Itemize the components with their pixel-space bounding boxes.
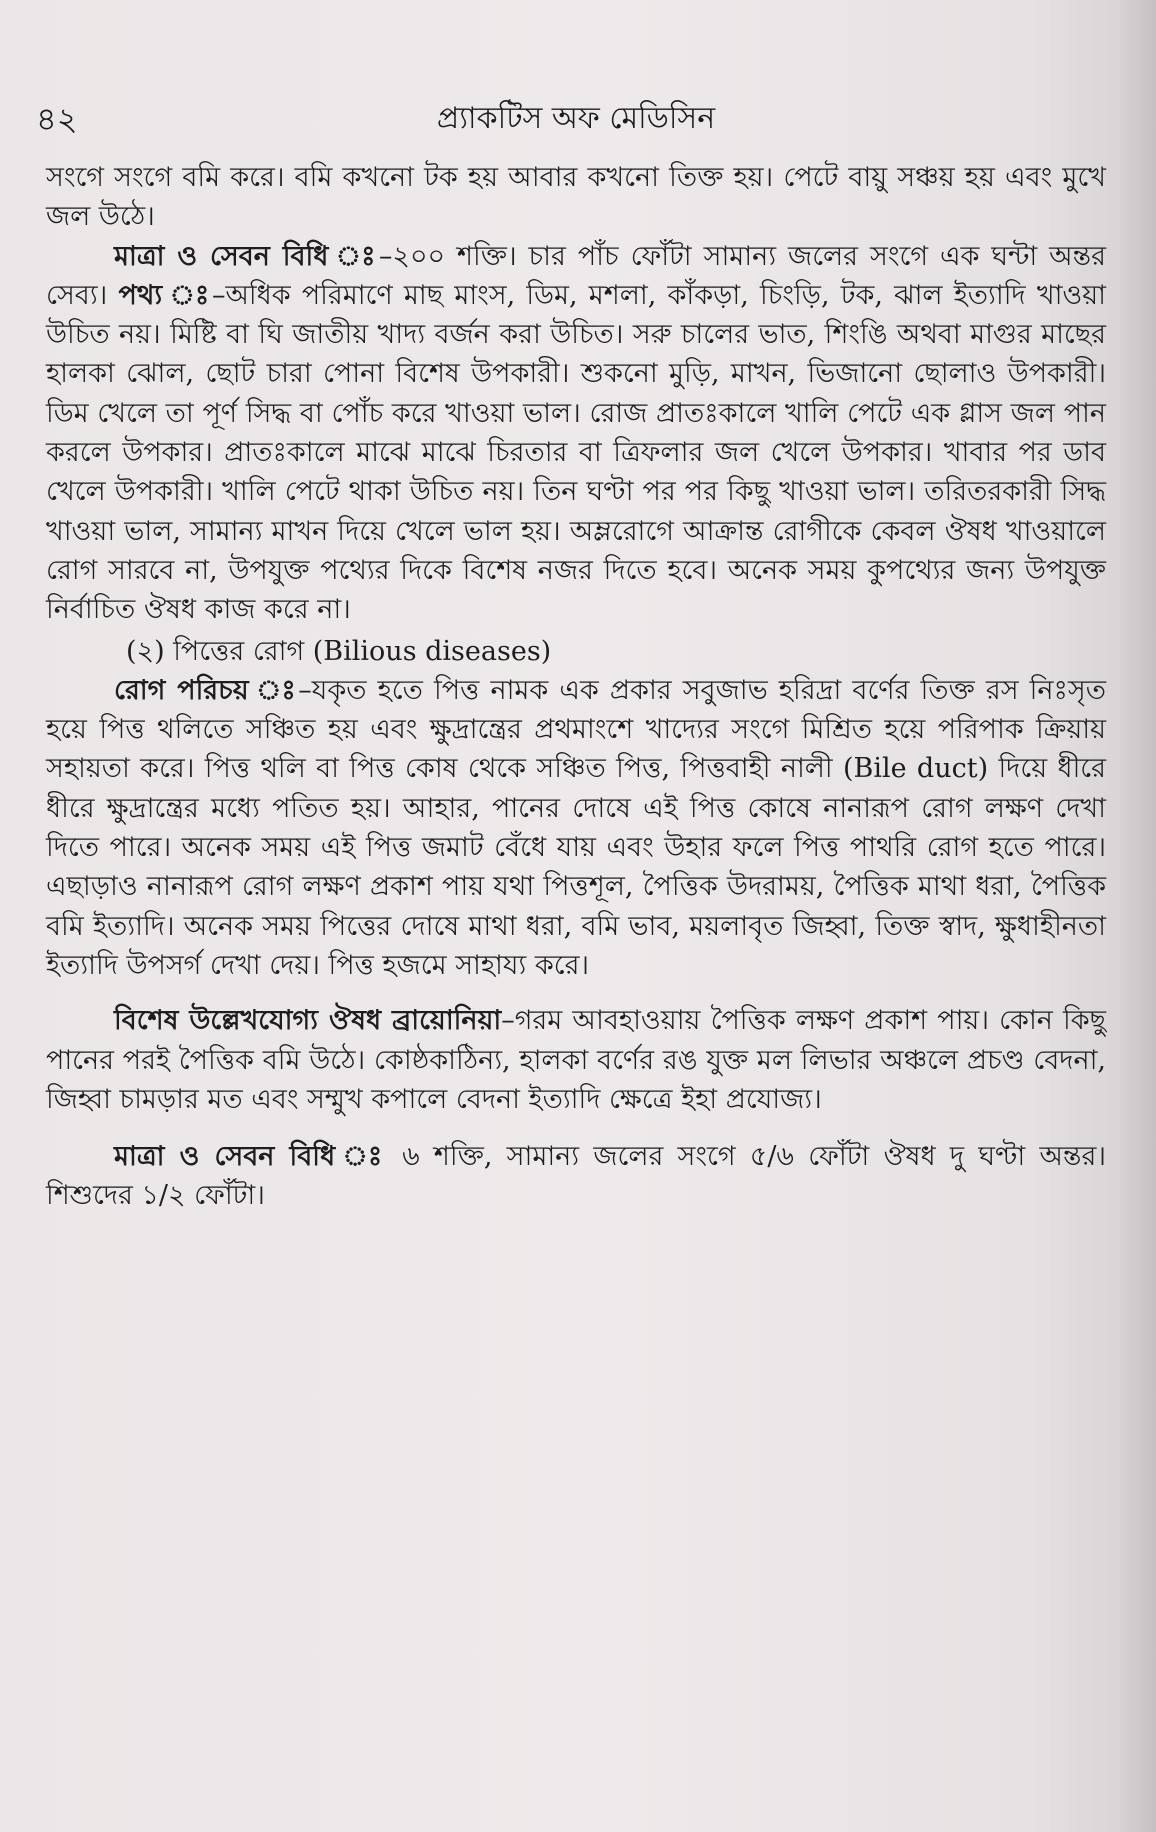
dosage-bryonia-label: মাত্রা ও সেবন বিধি ঃ	[114, 1141, 388, 1173]
page-header	[36, 94, 1116, 146]
running-title: প্র্যাকটিস অফ মেডিসিন	[436, 101, 716, 136]
dosage-label: মাত্রা ও সেবন বিধি ঃ	[114, 240, 379, 272]
dosage-bryonia-text: ৬ শক্তি, সামান্য জলের সংগে ৫/৬ ফোঁটা ঔষধ দু ঘণ্টা অন্তর। শিশুদের ১/২ ফোঁটা।	[46, 1141, 1106, 1212]
page-number: ৪২	[36, 100, 78, 138]
dosage-text: –২০০ শক্তি। চার পাঁচ ফোঁটা সামান্য জলের সংগে এক ঘন্টা অন্তর সেব্য।	[46, 240, 1106, 311]
paragraph-disease-intro	[46, 671, 1106, 985]
diet-label: পথ্য ঃ	[118, 279, 212, 311]
page-body	[46, 158, 1106, 1216]
section-heading: (২) পিত্তের রোগ (Bilious diseases)	[126, 635, 552, 667]
paragraph-symptoms-continued: সংগে সংগে বমি করে। বমি কখনো টক হয় আবার কখনো তিক্ত হয়। পেটে বায়ু সঞ্চয় হয় এবং মুখে জল উঠে।	[46, 162, 1106, 233]
disease-intro-label: রোগ পরিচয় ঃ	[114, 674, 299, 706]
bryonia-text: –গরম আবহাওয়ায় পৈত্তিক লক্ষণ প্রকাশ পায়। কোন কিছু পানের পরই পৈত্তিক বমি উঠে। কোষ্ঠকাঠিন্য, হালকা বর্ণের রঙ যুক্ত মল লিভার অঞ্চলে প্রচণ্ড বেদনা, জিহ্বা চামড়ার মত এবং সম্মুখ কপালে বেদনা ইত্যাদি ক্ষেত্রে ইহা প্রযোজ্য।	[46, 1005, 1106, 1115]
diet-text: –অধিক পরিমাণে মাছ মাংস, ডিম, মশলা, কাঁকড়া, চিংড়ি, টক, ঝাল ইত্যাদি খাওয়া উচিত নয়। মিষ্টি বা ঘি জাতীয় খাদ্য বর্জন করা উচিত। সরু চালের ভাত, শিংঙি অথবা মাগুর মাছের হালকা ঝোল, ছোট চারা পোনা বিশেষ উপকারী। শুকনো মুড়ি, মাখন, ভিজানো ছোলাও উপকারী। ডিম খেলে তা পূর্ণ সিদ্ধ বা পোঁচ করে খাওয়া ভাল। রোজ প্রাতঃকালে খালি পেটে এক গ্লাস জল পান করলে উপকার। প্রাতঃকালে মাঝে মাঝে চিরতার বা ত্রিফলার জল খেলে উপকার। খাবার পর ডাব খেলে উপকারী। খালি পেটে থাকা উচিত নয়। তিন ঘণ্টা পর পর কিছু খাওয়া ভাল। তরিতরকারী সিদ্ধ খাওয়া ভাল, সামান্য মাখন দিয়ে খেলে ভাল হয়। অম্লরোগে আক্রান্ত রোগীকে কেবল ঔষধ খাওয়ালে রোগ সারবে না, উপযুক্ত পথ্যের দিকে বিশেষ নজর দিতে হবে। অনেক সময় কুপথ্যের জন্য উপযুক্ত নির্বাচিত ঔষধ কাজ করে না।	[46, 279, 1107, 626]
bryonia-label: বিশেষ উল্লেখযোগ্য ঔষধ ব্রায়োনিয়া	[114, 1005, 502, 1037]
page-gutter	[1120, 0, 1156, 1832]
disease-intro-text: –যকৃত হতে পিত্ত নামক এক প্রকার সবুজাভ হরিদ্রা বর্ণের তিক্ত রস নিঃসৃত হয়ে পিত্ত থলিতে সঞ্চিত হয় এবং ক্ষুদ্রান্ত্রের প্রথমাংশে খাদ্যের সংগে মিশ্রিত হয়ে পরিপাক ক্রিয়ায় সহায়তা করে। পিত্ত থলি বা পিত্ত কোষ থেকে সঞ্চিত পিত্ত, পিত্তবাহী নালী (Bile duct) দিয়ে ধীরে ধীরে ক্ষুদ্রান্ত্রের মধ্যে পতিত হয়। আহার, পানের দোষে এই পিত্ত কোষে নানারূপ রোগ লক্ষণ দেখা দিতে পারে। অনেক সময় এই পিত্ত জমাট বেঁধে যায় এবং উহার ফলে পিত্ত পাথরি রোগ হতে পারে। এছাড়াও নানারূপ রোগ লক্ষণ প্রকাশ পায় যথা পিত্তশূল, পৈত্তিক উদরাময়, পৈত্তিক মাথা ধরা, পৈত্তিক বমি ইত্যাদি। অনেক সময় পিত্তের দোষে মাথা ধরা, বমি ভাব, ময়লাবৃত জিহ্বা, তিক্ত স্বাদ, ক্ষুধাহীনতা ইত্যাদি উপসর্গ দেখা দেয়। পিত্ত হজমে সাহায্য করে।	[46, 674, 1106, 981]
paragraph-bryonia	[46, 1001, 1106, 1119]
paragraph-dosage-bryonia	[46, 1137, 1106, 1216]
paragraph-dosage-diet	[46, 237, 1106, 630]
